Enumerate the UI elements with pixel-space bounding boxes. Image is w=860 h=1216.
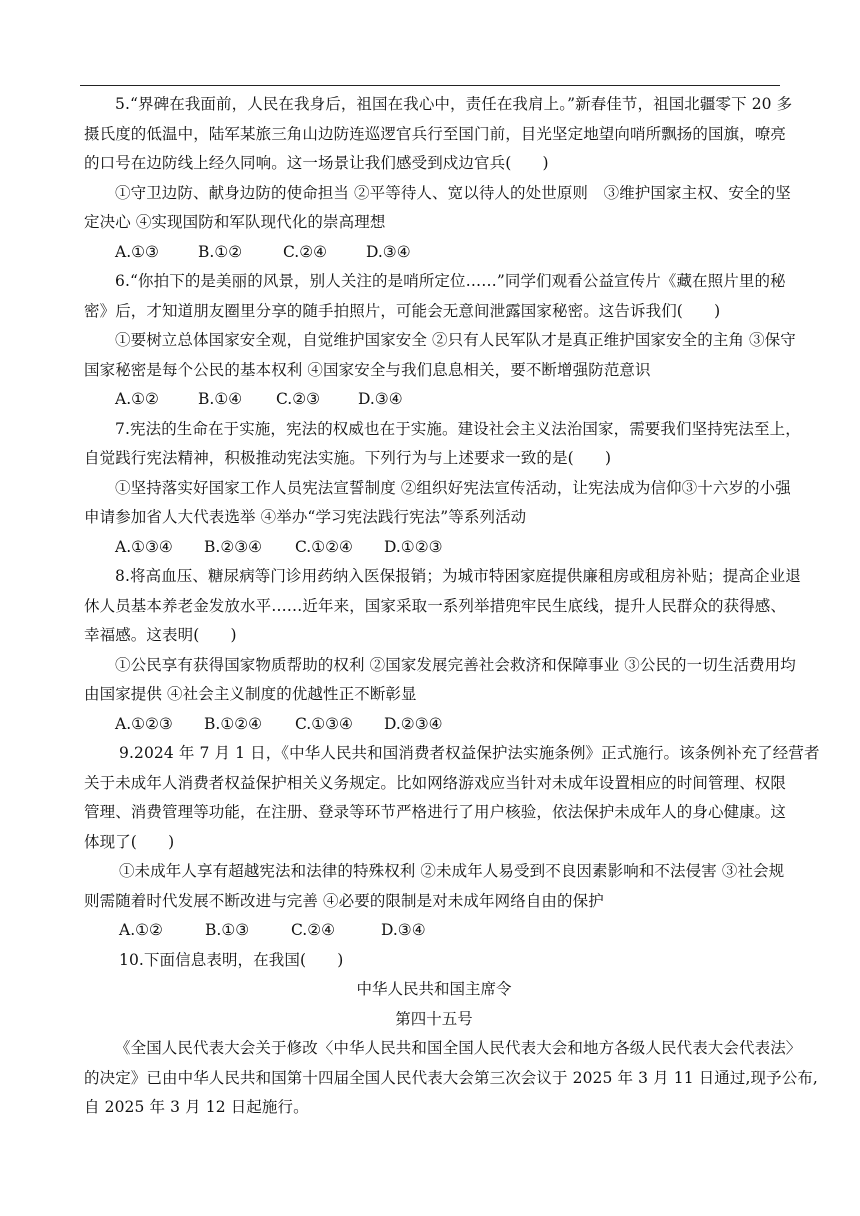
question-7 bbox=[84, 415, 801, 563]
option-a: A.①② bbox=[119, 921, 163, 939]
choice-items-line: 定决心 ④实现国防和军队现代化的崇高理想 bbox=[84, 213, 386, 231]
question-stem-line: 自觉践行宪法精神，积极推动宪法实施。下列行为与上述要求一致的是( ) bbox=[84, 449, 612, 467]
option-a: A.①③④ bbox=[115, 537, 173, 556]
answer-options bbox=[84, 238, 784, 268]
option-d: D.②③④ bbox=[384, 714, 443, 733]
option-b: B.①④ bbox=[198, 390, 243, 408]
choice-items-line: ①坚持落实好国家工作人员宪法宣誓制度 ②组织好宪法宣传活动，让宪法成为信仰③十六岁的小强 bbox=[115, 478, 791, 497]
question-stem-line: 5.“界碑在我面前，人民在我身后，祖国在我心中，责任在我肩上。”新春佳节，祖国北疆零下 20 多 bbox=[115, 95, 793, 113]
answer-options bbox=[84, 710, 784, 740]
decree-body-line: 《全国人民代表大会关于修改〈中华人民共和国全国人民代表大会和地方各级人民代表大会代表法〉 bbox=[115, 1039, 802, 1057]
question-stem-line: 摄氏度的低温中，陆军某旅三角山边防连巡逻官兵行至国门前，目光坚定地望向哨所飘扬的国旗，嘹亮 bbox=[84, 124, 787, 143]
choice-items-line: ①未成年人享有超越宪法和法律的特殊权利 ②未成年人易受到不良因素影响和不法侵害 ③社会规 bbox=[119, 862, 785, 880]
question-stem-line: 管理、消费管理等功能，在注册、登录等环节严格进行了用户核验，依法保护未成年人的身心健康。这 bbox=[84, 803, 787, 821]
question-stem-line: 休人员基本养老金发放水平……近年来，国家采取一系列举措兜牢民生底线，提升人民群众的获得感、 bbox=[84, 596, 787, 615]
option-b: B.②③④ bbox=[204, 537, 263, 556]
question-stem-line: 密》后，才知道朋友圈里分享的随手拍照片，可能会无意间泄露国家秘密。这告诉我们( ) bbox=[84, 301, 721, 320]
decree-body-line: 自 2025 年 3 月 12 日起施行。 bbox=[84, 1098, 309, 1116]
question-stem-line: 7.宪法的生命在于实施，宪法的权威也在于实施。建设社会主义法治国家，需要我们坚持宪法至上， bbox=[115, 419, 801, 438]
question-stem-line: 6.“你拍下的是美丽的风景，别人关注的是哨所定位……”同学们观看公益宣传片《藏在照片里的秘 bbox=[115, 272, 786, 290]
option-d: D.③④ bbox=[381, 921, 426, 939]
option-c: C.①③④ bbox=[295, 714, 353, 733]
question-9 bbox=[84, 739, 820, 946]
choice-items-line: ①公民享有获得国家物质帮助的权利 ②国家发展完善社会救济和保障事业 ③公民的一切生活费用均 bbox=[115, 655, 796, 674]
question-5 bbox=[84, 90, 793, 267]
exam-page bbox=[84, 90, 820, 1123]
option-c: C.①②④ bbox=[295, 537, 353, 556]
choice-items-line: 申请参加省人大代表选举 ④举办“学习宪法践行宪法”等系列活动 bbox=[84, 508, 527, 526]
option-a: A.①②③ bbox=[115, 714, 173, 733]
question-stem-line: 10.下面信息表明，在我国( ) bbox=[119, 950, 344, 969]
question-stem-line: 9.2024 年 7 月 1 日，《中华人民共和国消费者权益保护法实施条例》正式施行。该条例补充了经营者 bbox=[119, 744, 820, 762]
decree-body-line: 的决定》已由中华人民共和国第十四届全国人民代表大会第三次会议于 2025 年 3 月 11 日通过,现予公布, bbox=[84, 1068, 818, 1087]
question-10 bbox=[84, 946, 818, 1123]
option-c: C.②④ bbox=[283, 242, 328, 261]
question-6 bbox=[84, 267, 796, 415]
choice-items-line: 则需随着时代发展不断改进与完善 ④必要的限制是对未成年网络自由的保护 bbox=[84, 891, 604, 910]
option-d: D.③④ bbox=[366, 242, 411, 261]
question-stem-line: 体现了( ) bbox=[84, 832, 175, 851]
option-b: B.①② bbox=[198, 242, 243, 261]
question-stem-line: 的口号在边防线上经久同响。这一场景让我们感受到戍边官兵( ) bbox=[84, 154, 549, 172]
answer-options bbox=[84, 533, 784, 563]
option-b: B.①③ bbox=[205, 921, 250, 939]
option-b: B.①②④ bbox=[204, 714, 263, 733]
choice-items-line: ①守卫边防、献身边防的使命担当 ②平等待人、宽以待人的处世原则 ③维护国家主权、安全的坚 bbox=[115, 183, 791, 202]
option-c: C.②③ bbox=[276, 390, 321, 408]
option-c: C.②④ bbox=[291, 921, 336, 939]
choice-items-line: 国家秘密是每个公民的基本权利 ④国家安全与我们息息相关，要不断增强防范意识 bbox=[84, 360, 651, 379]
question-stem-line: 8.将高血压、糖尿病等门诊用药纳入医保报销；为城市特困家庭提供廉租房或租房补贴；提高企业退 bbox=[115, 567, 801, 585]
option-d: D.③④ bbox=[358, 390, 403, 408]
decree-number: 第四十五号 bbox=[395, 1009, 473, 1028]
option-d: D.①②③ bbox=[384, 537, 443, 556]
question-stem-line: 幸福感。这表明( ) bbox=[84, 626, 237, 644]
answer-options bbox=[84, 385, 784, 415]
choice-items-line: 由国家提供 ④社会主义制度的优越性正不断彰显 bbox=[84, 685, 417, 703]
option-a: A.①③ bbox=[115, 242, 159, 261]
header-rule bbox=[80, 85, 780, 86]
answer-options bbox=[84, 916, 784, 946]
option-a: A.①② bbox=[115, 390, 159, 408]
choice-items-line: ①要树立总体国家安全观，自觉维护国家安全 ②只有人民军队才是真正维护国家安全的主角 ③保守 bbox=[115, 331, 796, 349]
question-8 bbox=[84, 562, 801, 739]
decree-title: 中华人民共和国主席令 bbox=[356, 980, 512, 998]
question-stem-line: 关于未成年人消费者权益保护相关义务规定。比如网络游戏应当针对未成年设置相应的时间管理、权限 bbox=[84, 773, 787, 792]
